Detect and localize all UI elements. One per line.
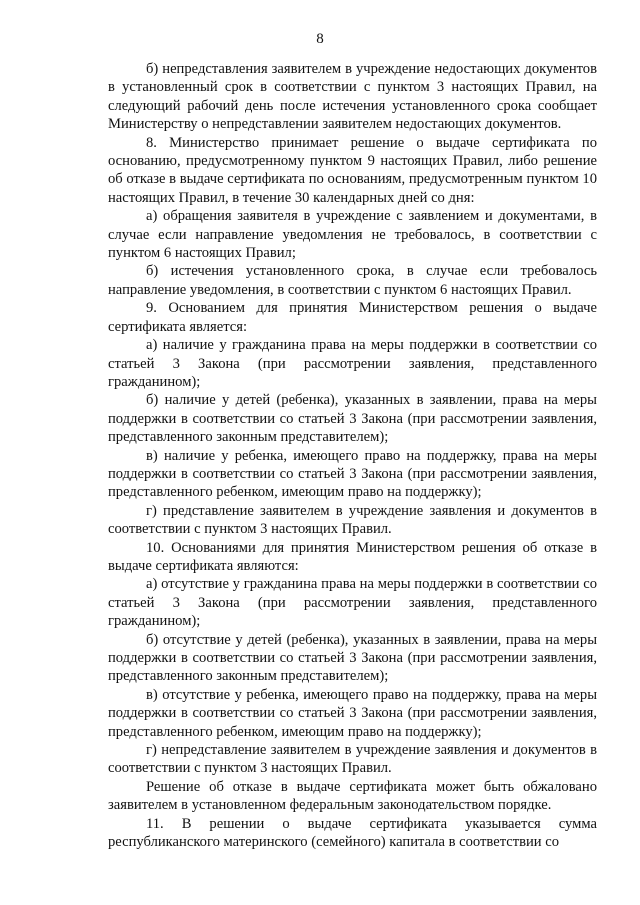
paragraph: 9. Основанием для принятия Министерством решения о выдаче сертификата является: bbox=[108, 300, 597, 335]
paragraph: б) непредставления заявителем в учреждение недостающих документов в установленный срок в соответствии с пунктом 3 настоящих Правил, на следующий рабочий день после истечения установленного срока сообщает Министерству о непредставлении заявителем недостающих документов. bbox=[108, 61, 597, 133]
paragraph: б) наличие у детей (ребенка), указанных в заявлении, права на меры поддержки в соответствии со статьей 3 Закона (при рассмотрении заявления, представленного законным представителем); bbox=[108, 392, 597, 446]
paragraph: 10. Основаниями для принятия Министерством решения об отказе в выдаче сертификата являются: bbox=[108, 539, 597, 574]
paragraph: Решение об отказе в выдаче сертификата может быть обжаловано заявителем в установленном федеральным законодательством порядке. bbox=[108, 778, 597, 814]
paragraph: г) представление заявителем в учреждение заявления и документов в соответствии с пунктом 3 настоящих Правил. bbox=[108, 502, 597, 538]
paragraph: а) отсутствие у гражданина права на меры поддержки в соответствии со статьей 3 Закона (при рассмотрении заявления, представленного гражданином); bbox=[108, 576, 597, 630]
paragraph: в) наличие у ребенка, имеющего право на поддержку, права на меры поддержки в соответствии со статьей 3 Закона (при рассмотрении заявления, представленного ребенком, имеющим право на поддержку); bbox=[108, 447, 597, 501]
paragraph: б) истечения установленного срока, в случае если требовалось направление уведомления, в соответствии с пунктом 6 настоящих Правил. bbox=[108, 263, 597, 298]
paragraph: б) отсутствие у детей (ребенка), указанных в заявлении, права на меры поддержки в соответствии со статьей 3 Закона (при рассмотрении заявления, представленного законным представителем); bbox=[108, 631, 597, 685]
paragraph: в) отсутствие у ребенка, имеющего право на поддержку, права на меры поддержки в соответствии со статьей 3 Закона (при рассмотрении заявления, представленного ребенком, имеющим право на поддержку); bbox=[108, 686, 597, 740]
paragraph: г) непредставление заявителем в учреждение заявления и документов в соответствии с пунктом 3 настоящих Правил. bbox=[108, 742, 597, 777]
paragraph: 11. В решении о выдаче сертификата указывается сумма республиканского материнского (семейного) капитала в соответствии со bbox=[108, 815, 597, 851]
paragraph: а) наличие у гражданина права на меры поддержки в соответствии со статьей 3 Закона (при рассмотрении заявления, представленного гражданином); bbox=[108, 337, 597, 390]
page-number: 8 bbox=[316, 31, 324, 47]
paragraph: а) обращения заявителя в учреждение с заявлением и документами, в случае если направление уведомления не требовалось, в соответствии с пунктом 6 настоящих Правил; bbox=[108, 208, 597, 262]
paragraph: 8. Министерство принимает решение о выдаче сертификата по основанию, предусмотренному пунктом 9 настоящих Правил, либо решение об отказе в выдаче сертификата по основаниям, предусмотренным пунктом 10 настоящих Правил, в течение 30 календарных дней со дня: bbox=[108, 134, 597, 206]
document-body bbox=[108, 60, 597, 851]
